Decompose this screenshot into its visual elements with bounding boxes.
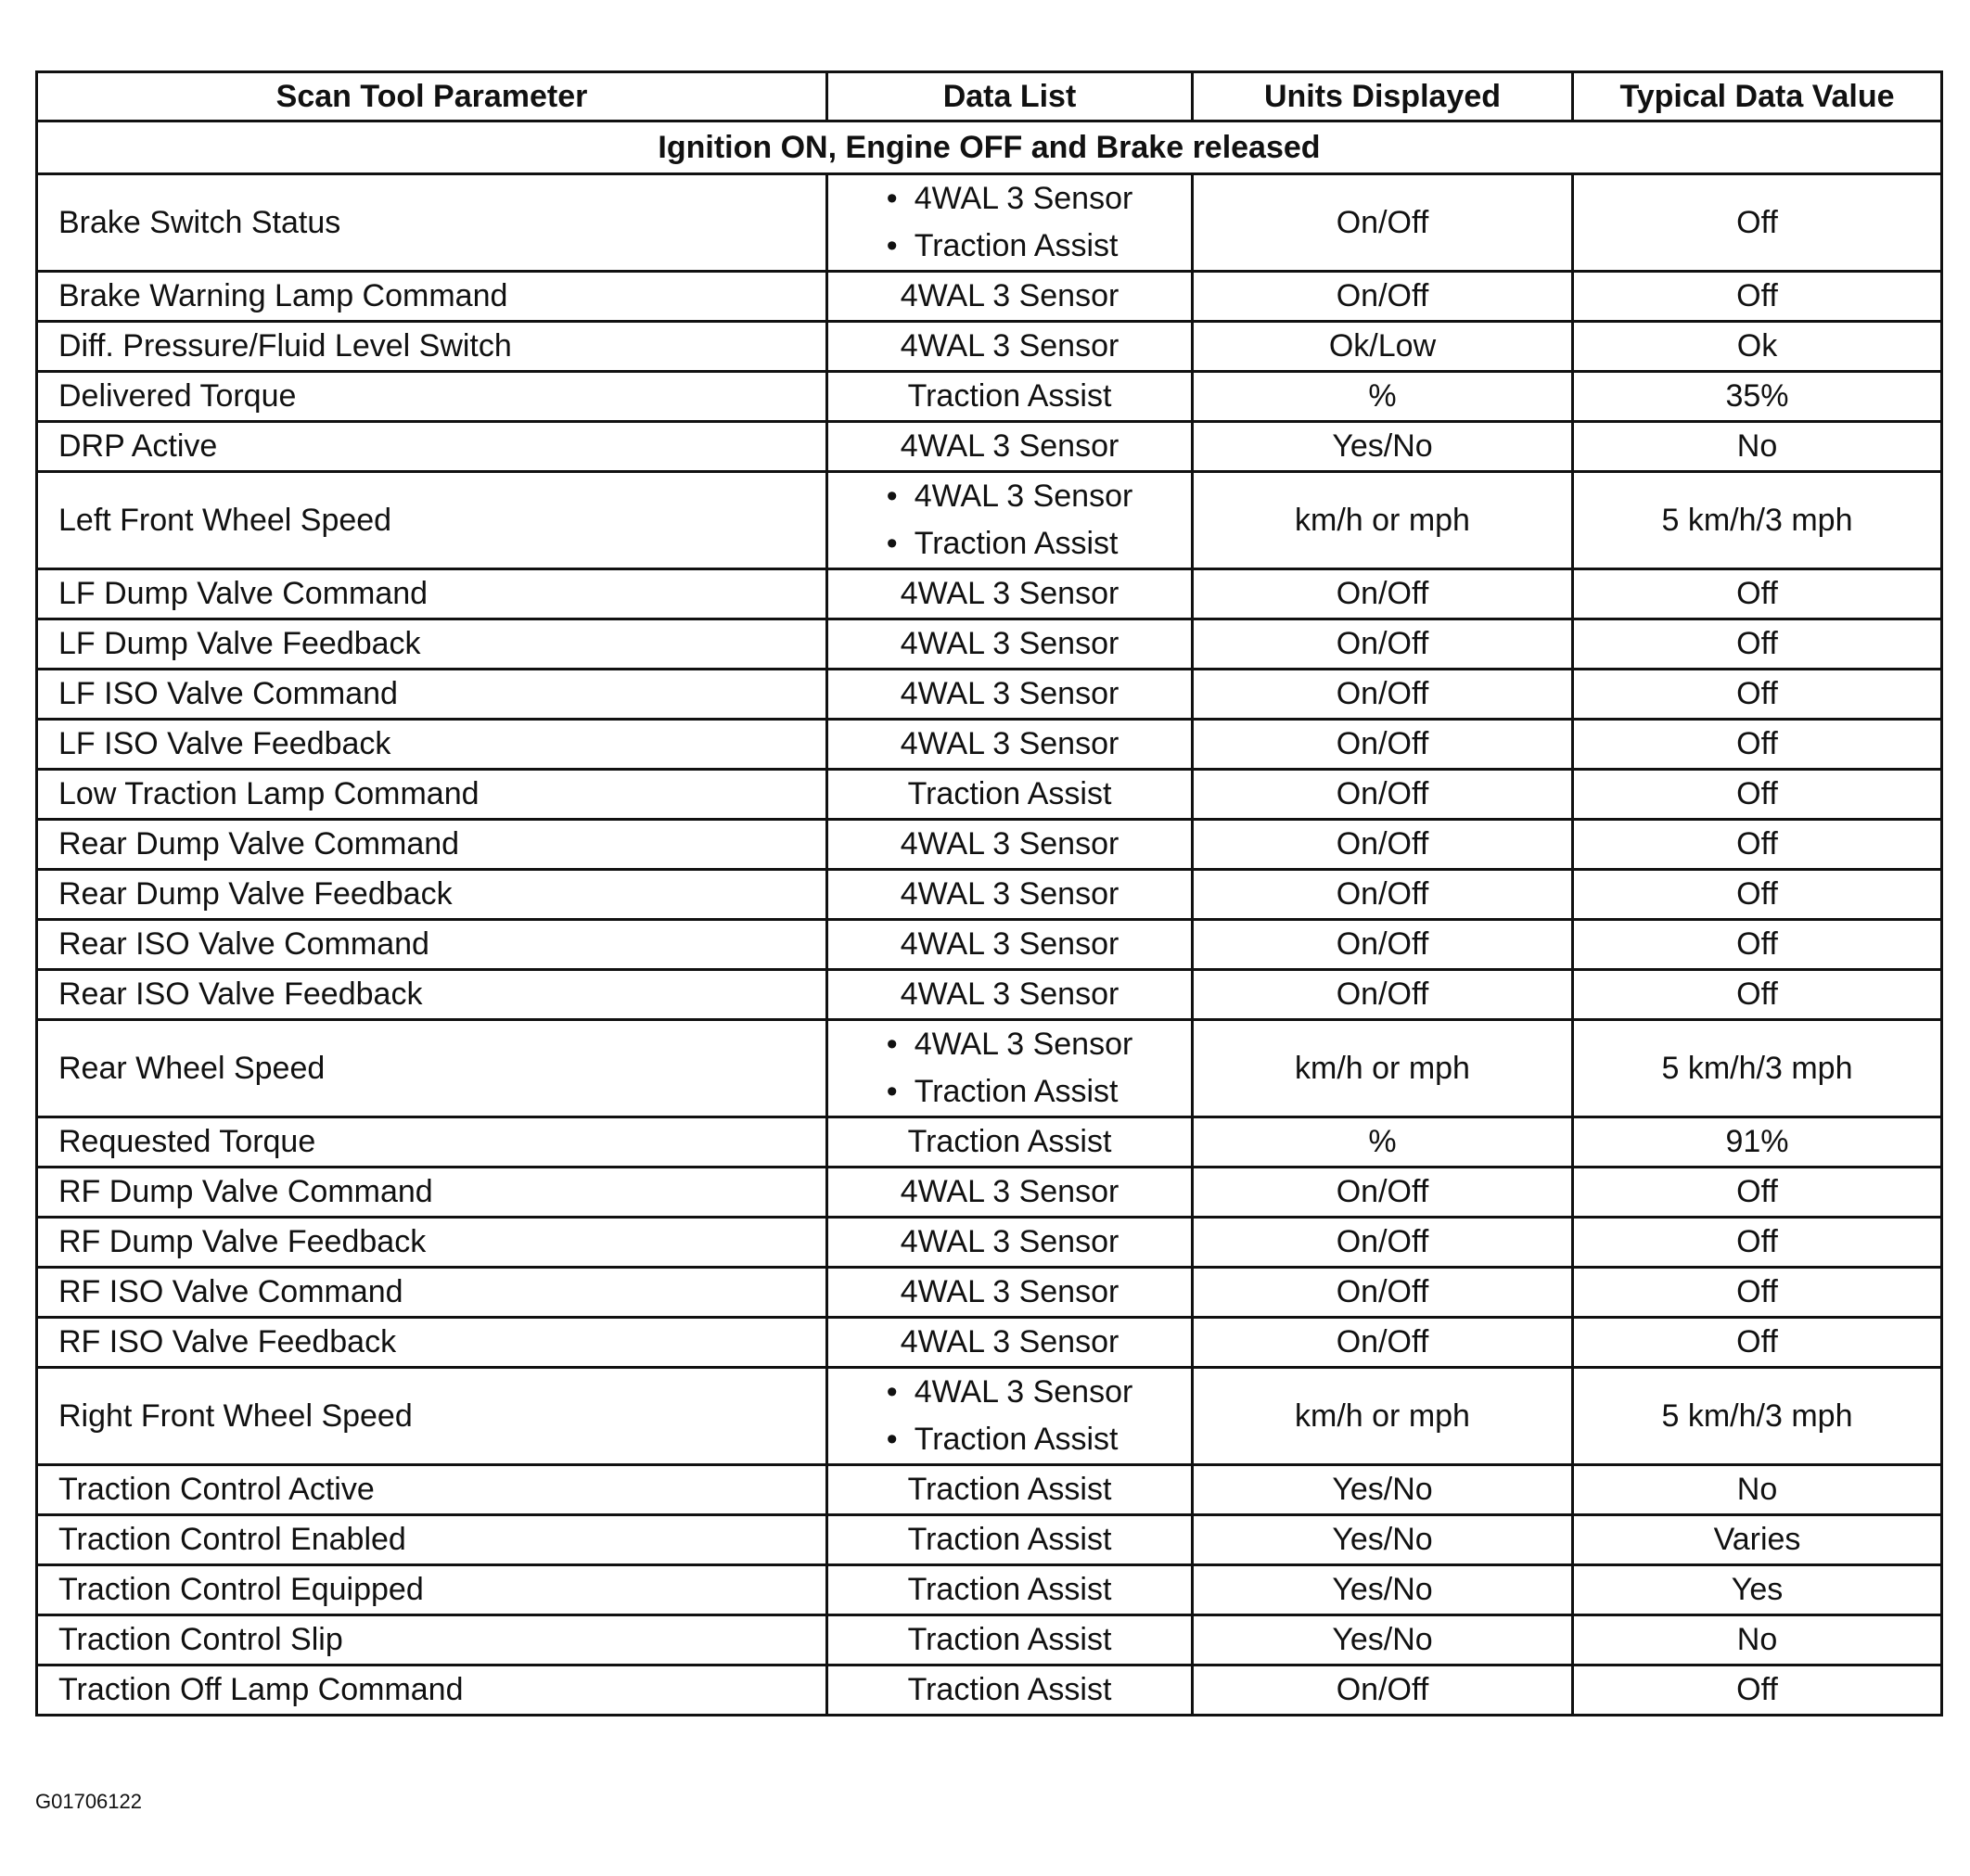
parameter-cell: LF ISO Valve Command [37, 670, 827, 720]
typical-value-cell: Off [1573, 174, 1942, 272]
data-list-cell [827, 1368, 1193, 1465]
parameter-cell: LF ISO Valve Feedback [37, 720, 827, 770]
table-row [37, 1218, 1942, 1268]
table-row [37, 1565, 1942, 1615]
header-row [37, 72, 1942, 121]
data-list-cell: 4WAL 3 Sensor [827, 272, 1193, 322]
table-row [37, 569, 1942, 619]
data-list-cell: Traction Assist [827, 1665, 1193, 1716]
header-data-list: Data List [827, 72, 1193, 121]
data-list-cell: 4WAL 3 Sensor [827, 1218, 1193, 1268]
parameter-cell: Rear Dump Valve Command [37, 820, 827, 870]
table-row [37, 1117, 1942, 1168]
data-list-cell: 4WAL 3 Sensor [827, 619, 1193, 670]
header-units-displayed: Units Displayed [1193, 72, 1573, 121]
data-list-item: • 4WAL 3 Sensor [887, 1369, 1133, 1416]
units-cell: km/h or mph [1193, 472, 1573, 569]
data-list-cell: 4WAL 3 Sensor [827, 1318, 1193, 1368]
typical-value-cell: Off [1573, 569, 1942, 619]
data-list-cell [827, 1020, 1193, 1117]
data-list-cell: Traction Assist [827, 1117, 1193, 1168]
units-cell: On/Off [1193, 1268, 1573, 1318]
table-row [37, 422, 1942, 472]
table-row [37, 1318, 1942, 1368]
table-row [37, 770, 1942, 820]
section-row [37, 121, 1942, 174]
data-list-bullets [887, 175, 1133, 270]
typical-value-cell: 91% [1573, 1117, 1942, 1168]
data-list-cell: Traction Assist [827, 1465, 1193, 1515]
table-row [37, 174, 1942, 272]
data-list-item: • 4WAL 3 Sensor [887, 175, 1133, 223]
data-list-cell: Traction Assist [827, 770, 1193, 820]
table-row [37, 870, 1942, 920]
units-cell: Yes/No [1193, 1565, 1573, 1615]
typical-value-cell: Off [1573, 720, 1942, 770]
units-cell: On/Off [1193, 920, 1573, 970]
units-cell: On/Off [1193, 1168, 1573, 1218]
scan-tool-data-table [35, 70, 1943, 1716]
data-list-cell: 4WAL 3 Sensor [827, 569, 1193, 619]
parameter-cell: Left Front Wheel Speed [37, 472, 827, 569]
typical-value-cell: Off [1573, 670, 1942, 720]
typical-value-cell: Off [1573, 1168, 1942, 1218]
parameter-cell: Rear Wheel Speed [37, 1020, 827, 1117]
typical-value-cell: No [1573, 1465, 1942, 1515]
table-row [37, 472, 1942, 569]
table-row [37, 322, 1942, 372]
parameter-cell: Traction Control Equipped [37, 1565, 827, 1615]
header-scan-tool-parameter: Scan Tool Parameter [37, 72, 827, 121]
units-cell: On/Off [1193, 619, 1573, 670]
parameter-cell: Traction Control Enabled [37, 1515, 827, 1565]
table-row [37, 970, 1942, 1020]
units-cell: On/Off [1193, 970, 1573, 1020]
data-list-item: • Traction Assist [887, 223, 1133, 270]
typical-value-cell: Off [1573, 1318, 1942, 1368]
data-list-cell [827, 174, 1193, 272]
parameter-cell: Brake Warning Lamp Command [37, 272, 827, 322]
parameter-cell: LF Dump Valve Feedback [37, 619, 827, 670]
data-list-cell: Traction Assist [827, 1565, 1193, 1615]
typical-value-cell: Varies [1573, 1515, 1942, 1565]
parameter-cell: Diff. Pressure/Fluid Level Switch [37, 322, 827, 372]
typical-value-cell: Off [1573, 1218, 1942, 1268]
data-list-cell: Traction Assist [827, 1615, 1193, 1665]
table-row [37, 1168, 1942, 1218]
parameter-cell: Rear ISO Valve Feedback [37, 970, 827, 1020]
typical-value-cell: No [1573, 1615, 1942, 1665]
table-row [37, 720, 1942, 770]
data-list-cell: 4WAL 3 Sensor [827, 870, 1193, 920]
parameter-cell: Rear Dump Valve Feedback [37, 870, 827, 920]
units-cell: On/Off [1193, 1665, 1573, 1716]
parameter-cell: Right Front Wheel Speed [37, 1368, 827, 1465]
units-cell: On/Off [1193, 770, 1573, 820]
table-row [37, 1515, 1942, 1565]
typical-value-cell: No [1573, 422, 1942, 472]
data-list-cell: 4WAL 3 Sensor [827, 820, 1193, 870]
parameter-cell: Traction Off Lamp Command [37, 1665, 827, 1716]
parameter-cell: Requested Torque [37, 1117, 827, 1168]
data-list-bullets [887, 1369, 1133, 1463]
parameter-cell: Brake Switch Status [37, 174, 827, 272]
parameter-cell: Traction Control Slip [37, 1615, 827, 1665]
data-list-cell: 4WAL 3 Sensor [827, 920, 1193, 970]
typical-value-cell: Off [1573, 272, 1942, 322]
parameter-cell: RF ISO Valve Command [37, 1268, 827, 1318]
data-list-cell: 4WAL 3 Sensor [827, 970, 1193, 1020]
table-row [37, 920, 1942, 970]
section-title: Ignition ON, Engine OFF and Brake released [37, 121, 1942, 174]
units-cell: On/Off [1193, 720, 1573, 770]
parameter-cell: Low Traction Lamp Command [37, 770, 827, 820]
units-cell: On/Off [1193, 1218, 1573, 1268]
data-list-item: • Traction Assist [887, 1068, 1133, 1116]
table-row [37, 1268, 1942, 1318]
data-list-item: • Traction Assist [887, 520, 1133, 568]
data-list-item: • Traction Assist [887, 1416, 1133, 1463]
parameter-cell: RF Dump Valve Feedback [37, 1218, 827, 1268]
data-list-bullets [887, 1021, 1133, 1116]
units-cell: Ok/Low [1193, 322, 1573, 372]
table-row [37, 1020, 1942, 1117]
units-cell: Yes/No [1193, 1615, 1573, 1665]
parameter-cell: LF Dump Valve Command [37, 569, 827, 619]
units-cell: On/Off [1193, 174, 1573, 272]
units-cell: On/Off [1193, 820, 1573, 870]
units-cell: % [1193, 1117, 1573, 1168]
units-cell: On/Off [1193, 870, 1573, 920]
typical-value-cell: Off [1573, 920, 1942, 970]
table-row [37, 1615, 1942, 1665]
data-list-cell: Traction Assist [827, 372, 1193, 422]
typical-value-cell: Off [1573, 1665, 1942, 1716]
parameter-cell: DRP Active [37, 422, 827, 472]
data-list-cell: 4WAL 3 Sensor [827, 1268, 1193, 1318]
typical-value-cell: 35% [1573, 372, 1942, 422]
data-list-cell: 4WAL 3 Sensor [827, 720, 1193, 770]
data-list-cell [827, 472, 1193, 569]
table-row [37, 1368, 1942, 1465]
units-cell: On/Off [1193, 272, 1573, 322]
units-cell: Yes/No [1193, 1465, 1573, 1515]
typical-value-cell: Yes [1573, 1565, 1942, 1615]
data-list-cell: 4WAL 3 Sensor [827, 670, 1193, 720]
typical-value-cell: Off [1573, 870, 1942, 920]
parameter-cell: RF Dump Valve Command [37, 1168, 827, 1218]
units-cell: % [1193, 372, 1573, 422]
data-list-item: • 4WAL 3 Sensor [887, 473, 1133, 520]
data-list-bullets [887, 473, 1133, 568]
typical-value-cell: Ok [1573, 322, 1942, 372]
units-cell: Yes/No [1193, 1515, 1573, 1565]
data-list-cell: 4WAL 3 Sensor [827, 1168, 1193, 1218]
typical-value-cell: Off [1573, 1268, 1942, 1318]
table-row [37, 619, 1942, 670]
units-cell: On/Off [1193, 569, 1573, 619]
data-list-cell: 4WAL 3 Sensor [827, 322, 1193, 372]
typical-value-cell: Off [1573, 820, 1942, 870]
figure-id: G01706122 [35, 1790, 142, 1813]
typical-value-cell: 5 km/h/3 mph [1573, 1368, 1942, 1465]
table-row [37, 1665, 1942, 1716]
units-cell: km/h or mph [1193, 1368, 1573, 1465]
units-cell: km/h or mph [1193, 1020, 1573, 1117]
typical-value-cell: 5 km/h/3 mph [1573, 472, 1942, 569]
data-list-cell: 4WAL 3 Sensor [827, 422, 1193, 472]
table-row [37, 820, 1942, 870]
typical-value-cell: Off [1573, 770, 1942, 820]
table-row [37, 670, 1942, 720]
typical-value-cell: Off [1573, 970, 1942, 1020]
parameter-cell: Rear ISO Valve Command [37, 920, 827, 970]
parameter-cell: RF ISO Valve Feedback [37, 1318, 827, 1368]
parameter-cell: Traction Control Active [37, 1465, 827, 1515]
typical-value-cell: 5 km/h/3 mph [1573, 1020, 1942, 1117]
parameter-cell: Delivered Torque [37, 372, 827, 422]
units-cell: Yes/No [1193, 422, 1573, 472]
units-cell: On/Off [1193, 670, 1573, 720]
units-cell: On/Off [1193, 1318, 1573, 1368]
data-list-cell: Traction Assist [827, 1515, 1193, 1565]
table-row [37, 272, 1942, 322]
header-typical-data-value: Typical Data Value [1573, 72, 1942, 121]
table-row [37, 372, 1942, 422]
data-list-item: • 4WAL 3 Sensor [887, 1021, 1133, 1068]
table-row [37, 1465, 1942, 1515]
typical-value-cell: Off [1573, 619, 1942, 670]
